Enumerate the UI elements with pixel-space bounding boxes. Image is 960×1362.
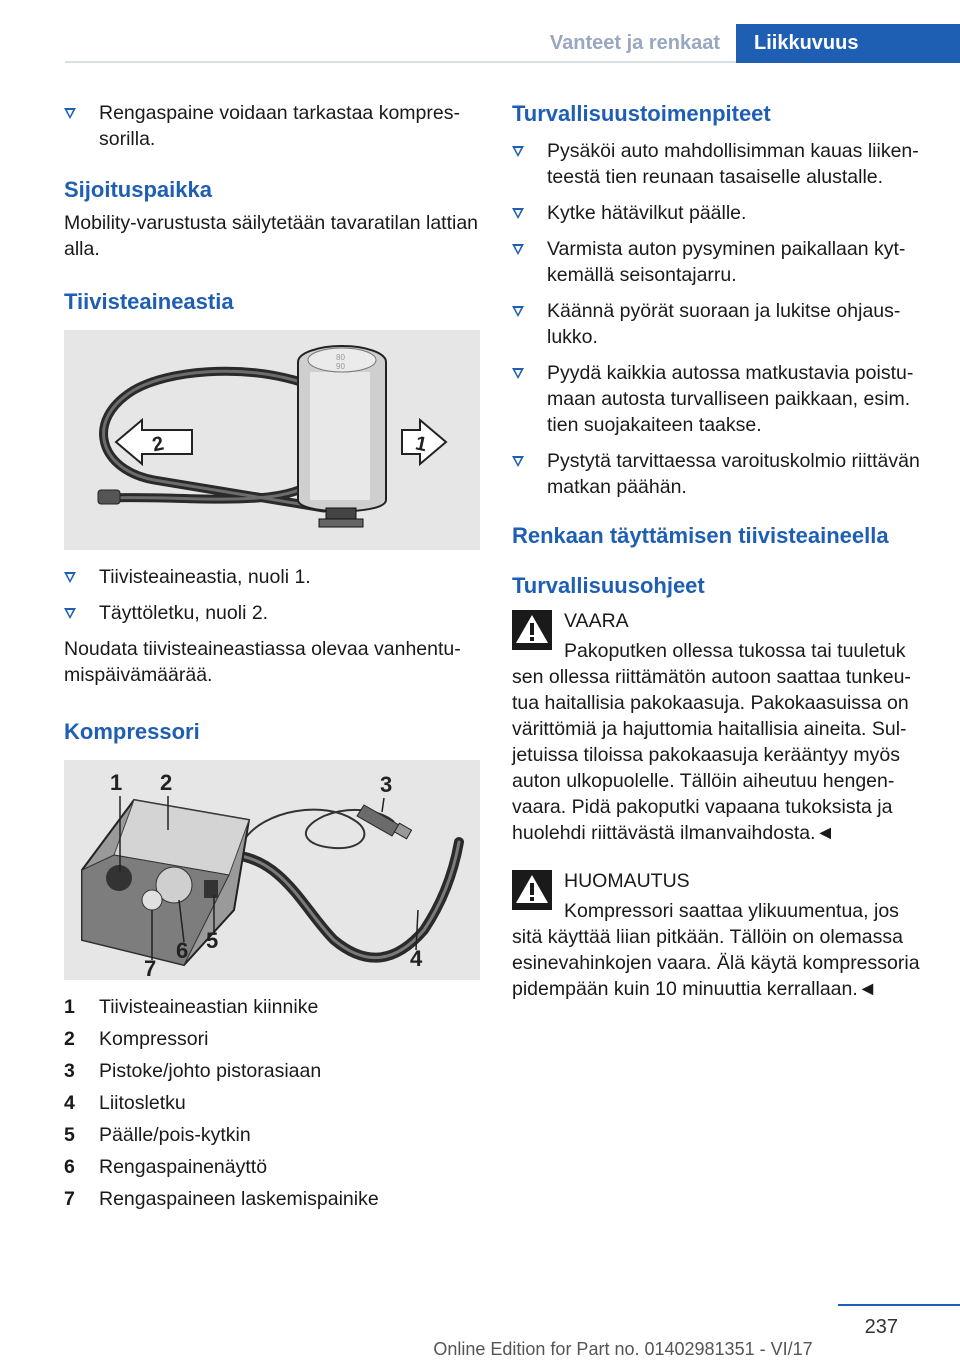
tab-section[interactable]: Vanteet ja renkaat [549,32,720,54]
footer-divider [838,1304,960,1306]
arrow-label-1: 1 [413,432,429,457]
list-item [64,564,480,590]
warning-triangle-icon [512,610,552,650]
list-item [512,138,926,190]
sealant-figure [64,330,480,550]
list-item [512,360,926,438]
triangle-bullet-icon [512,368,524,379]
list-item [512,298,926,350]
tab-chapter[interactable]: Liikkuvuus [736,24,960,63]
triangle-bullet-icon [512,146,524,157]
list-item [64,600,480,626]
triangle-bullet-icon [64,108,76,119]
safety-heading: Turvallisuustoimenpiteet [512,101,771,126]
compressor-figure [64,760,480,980]
list-item [512,236,926,288]
danger-warning [512,608,926,846]
bottle-label-text: 90 [336,362,345,371]
item-text: Kompressori [99,1028,209,1050]
triangle-bullet-icon [64,572,76,583]
item-number: 4 [64,1092,75,1114]
right-column [512,100,926,1002]
item-text: Rengaspainenäyttö [99,1156,268,1178]
storage-heading: Sijoituspaikka [64,177,212,202]
figure-label-6: 6 [176,938,189,963]
list-item [64,1090,480,1116]
item-number: 6 [64,1156,75,1178]
figure-label-3: 3 [380,772,393,797]
arrow-label-2: 2 [150,432,166,457]
list-item [64,1122,480,1148]
item-number: 3 [64,1060,75,1082]
bullet-text: Rengaspaine voidaan tarkastaa kompressorilla. [99,102,460,150]
list-item [64,100,480,152]
bottle-label-text: 80 [336,353,345,362]
list-item [512,448,926,500]
bullet-text: Käännä pyörät suoraan ja lukitse ohjauslukko. [547,300,901,348]
bullet-text: Pysäköi auto mahdollisimman kauas liikenteestä tien reunaan tasaiselle alustalle. [547,140,919,188]
list-item [64,1186,480,1212]
figure-label-7: 7 [144,956,157,980]
triangle-bullet-icon [512,456,524,467]
compressor-illustration [64,760,480,980]
sealant-illustration [64,330,480,550]
list-item [64,994,480,1020]
warning-first-line: Kompressori saattaa ylikuumentua, jos [564,900,899,922]
triangle-bullet-icon [512,244,524,255]
item-text: Tiivisteaineastian kiinnike [99,996,319,1018]
triangle-bullet-icon [512,306,524,317]
bullet-text: Täyttöletku, nuoli 2. [99,602,269,624]
bullet-text: Kytke hätävilkut päälle. [547,202,747,224]
left-column [64,100,480,1218]
list-item [64,1058,480,1084]
footer-edition [0,1339,960,1360]
figure-label-2: 2 [160,770,173,795]
figure-label-4: 4 [410,946,423,971]
warning-title: VAARA [564,610,629,632]
triangle-bullet-icon [512,208,524,219]
item-text: Liitosletku [99,1092,186,1114]
sealant-heading: Tiivisteaineastia [64,289,234,314]
item-number: 7 [64,1188,75,1210]
edition-text: Online Edition for Part no. 01402981351 - VI/17 [433,1339,813,1359]
item-number: 1 [64,996,75,1018]
item-number: 5 [64,1124,75,1146]
list-item [64,1026,480,1052]
list-item [512,200,926,226]
bullet-text: Varmista auton pysyminen paikallaan kytkemällä seisontajarru. [547,238,906,286]
compressor-heading: Kompressori [64,719,200,744]
figure-label-1: 1 [110,770,123,795]
bullet-text: Tiivisteaineastia, nuoli 1. [99,566,311,588]
item-text: Pistoke/johto pistorasiaan [99,1060,322,1082]
bullet-text: Pystytä tarvittaessa varoituskolmio riittävän matkan päähän. [547,450,920,498]
safety-instructions-heading: Turvallisuusohjeet [512,573,705,598]
warning-title: HUOMAUTUS [564,870,690,892]
warning-text: sen ollessa riittämätön autoon saattaa tunkeutua haitallisia pakokaasuja. Pakokaasuissa on värittömiä ja hajuttomia haitallisia aineita. Suljetuissa tiloissa pakokaasuja kerääntyy myös auton ulkopuolelle. Tällöin aiheutuu hengenvaara. Pidä pakoputki vapaana tukoksista ja huolehdi riittävästä ilmanvaihdosta.◄ [512,666,911,844]
list-item [64,1154,480,1180]
sealant-note: Noudata tiivisteaineastiassa olevaa vanhentumispäivämäärää. [64,638,461,686]
fill-heading: Renkaan täyttämisen tiivisteaineella [512,523,889,548]
storage-text: Mobility-varustusta säilytetään tavaratilan lattian alla. [64,212,479,260]
warning-text: sitä käyttää liian pitkään. Tällöin on olemassa esinevahinkojen vaara. Älä käytä kompressoria pidempään kuin 10 minuuttia kerrallaan.◄ [512,926,920,1000]
figure-label-5: 5 [206,928,219,953]
warning-triangle-icon [512,870,552,910]
compressor-parts-list [64,994,480,1212]
item-text: Rengaspaineen laskemispainike [99,1188,379,1210]
caution-warning [512,868,926,1002]
item-number: 2 [64,1028,75,1050]
bullet-text: Pyydä kaikkia autossa matkustavia poistumaan autosta turvalliseen paikkaan, esim. tien suojakaiteen taakse. [547,362,914,436]
warning-first-line: Pakoputken ollessa tukossa tai tuuletuk [564,640,906,662]
item-text: Päälle/pois-kytkin [99,1124,251,1146]
triangle-bullet-icon [64,608,76,619]
page-number: 237 [864,1316,898,1338]
